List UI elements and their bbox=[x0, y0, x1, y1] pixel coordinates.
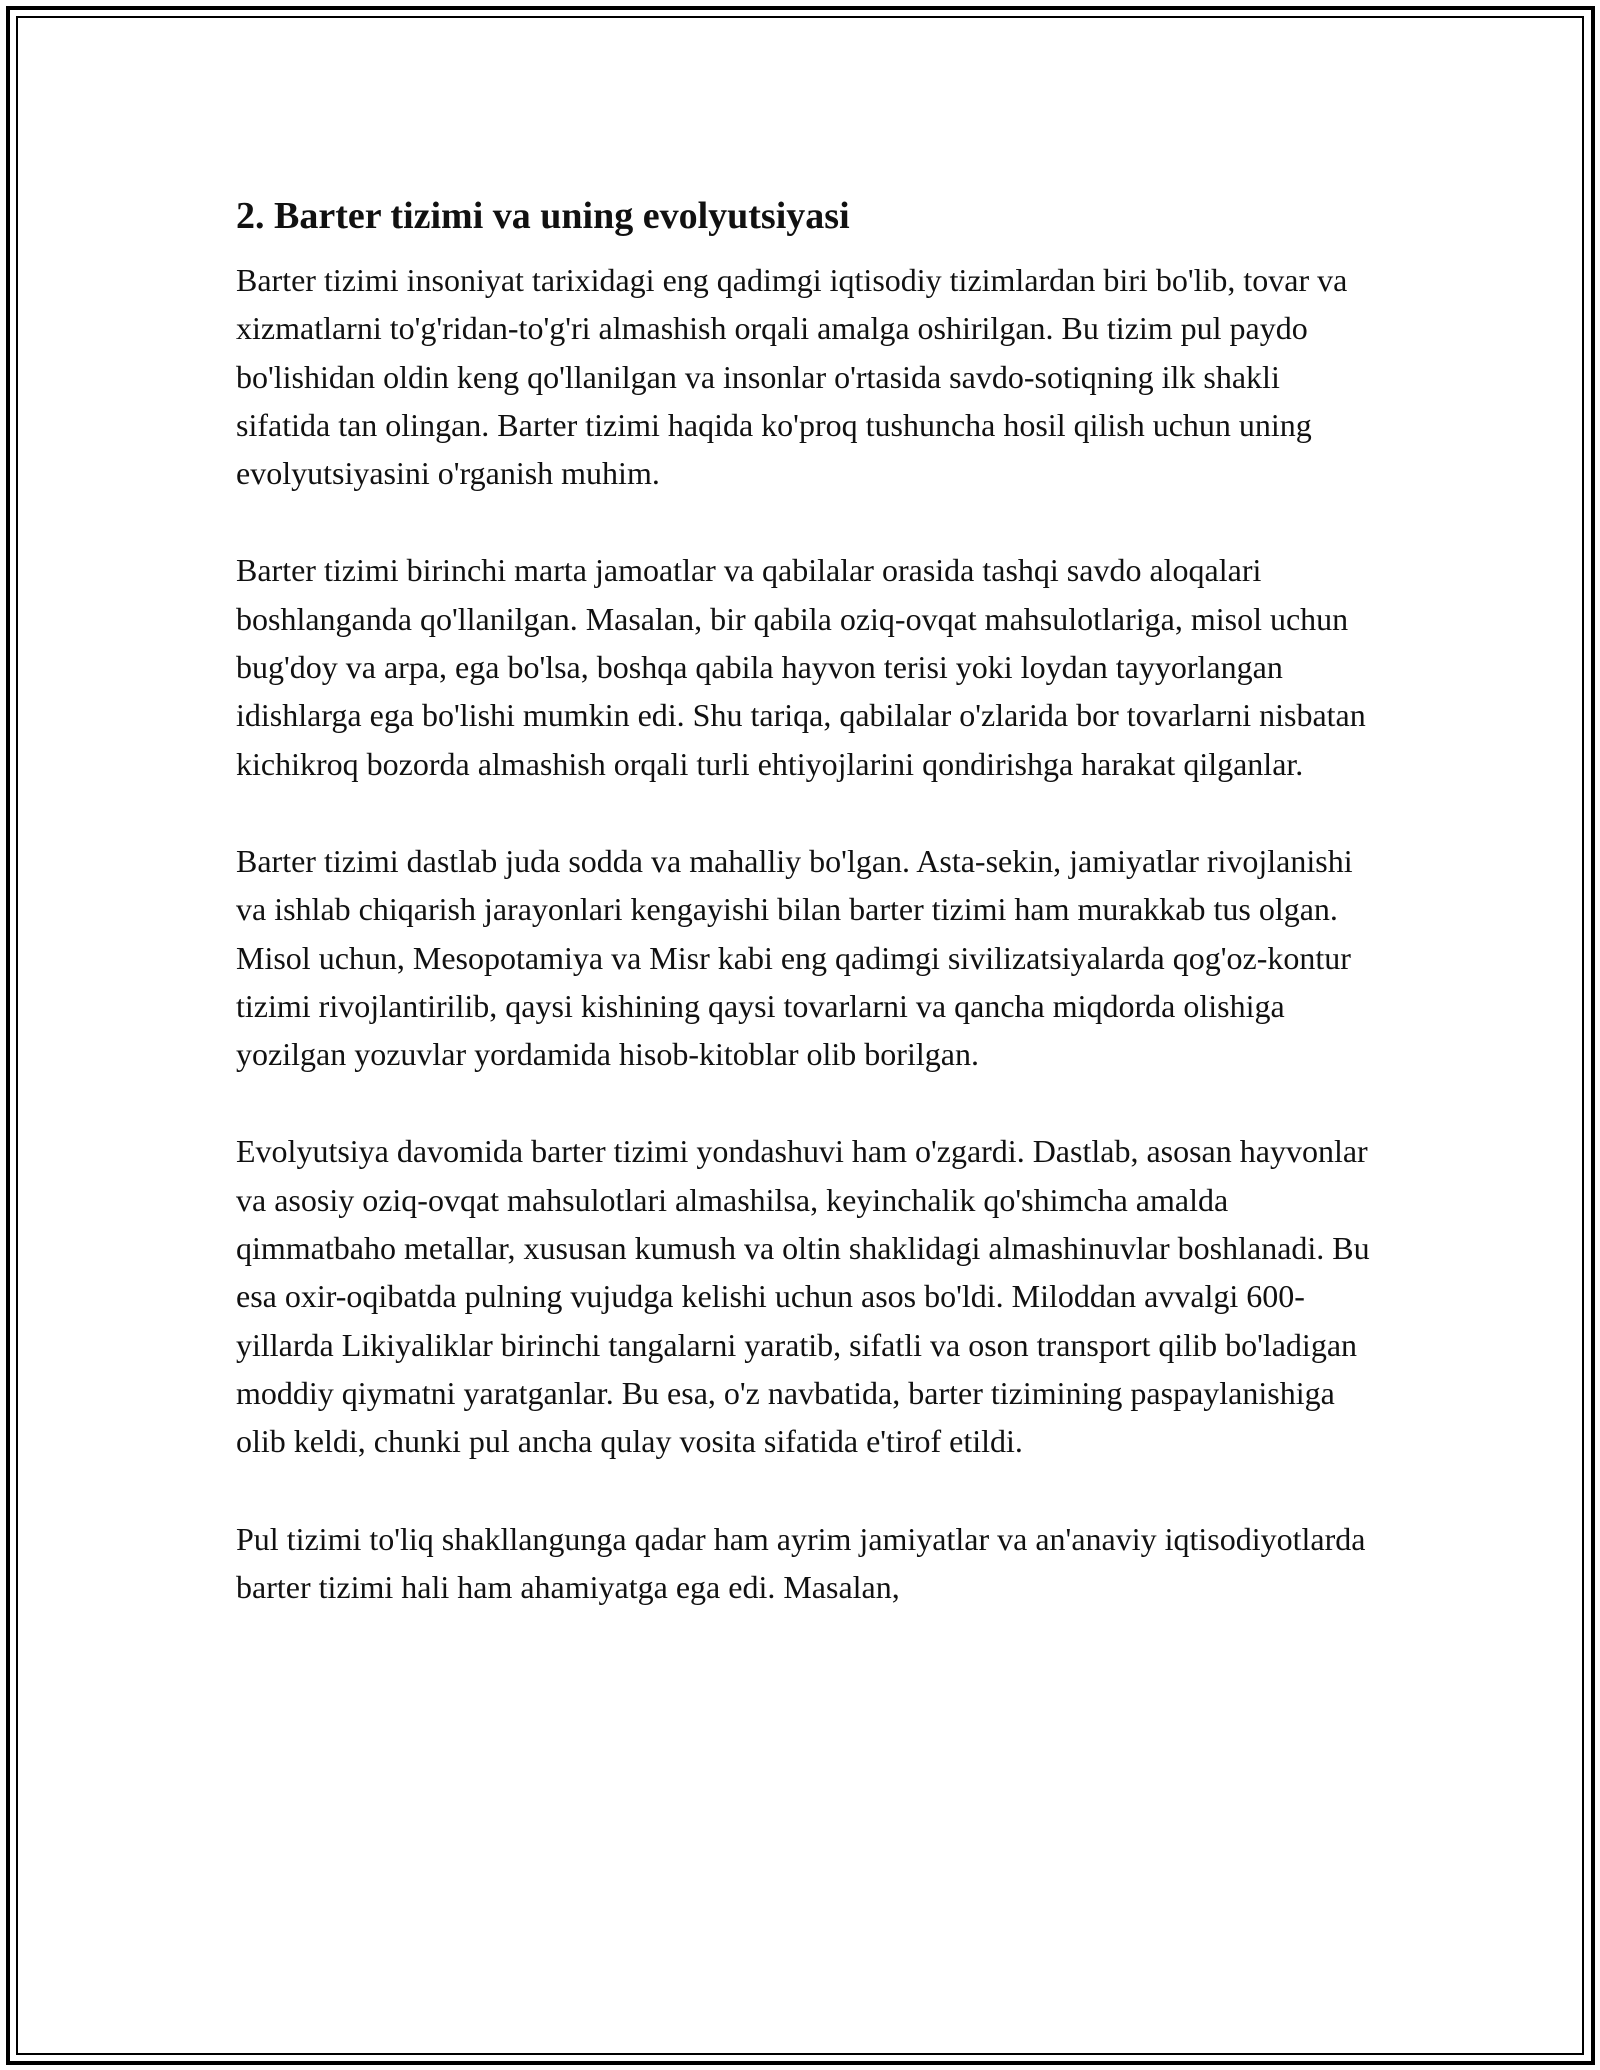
paragraph-1: Barter tizimi insoniyat tarixidagi eng qadimgi iqtisodiy tizimlardan biri bo'lib, tovar va xizmatlarni to'g'ridan-to'g'ri almashish orqali amalga oshirilgan. Bu tizim pul paydo bo'lishidan oldin keng qo'llanilgan va insonlar o'rtasida savdo-sotiqning ilk shakli sifatida tan olingan. Barter tizimi haqida ko'proq tushuncha hosil qilish uchun uning evolyutsiyasini o'rganish muhim. bbox=[236, 262, 1348, 492]
paragraph-2: Barter tizimi birinchi marta jamoatlar va qabilalar orasida tashqi savdo aloqalari boshlanganda qo'llanilgan. Masalan, bir qabila oziq-ovqat mahsulotlariga, misol uchun bug'doy va arpa, ega bo'lsa, boshqa qabila hayvon terisi yoki loydan tayyorlangan idishlarga ega bo'lishi mumkin edi. Shu tariqa, qabilalar o'zlarida bor tovarlarni nisbatan kichikroq bozorda almashish orqali turli ehtiyojlarini qondirishga harakat qilganlar. bbox=[236, 552, 1366, 782]
paragraph-3: Barter tizimi dastlab juda sodda va mahalliy bo'lgan. Asta-sekin, jamiyatlar rivojlanishi va ishlab chiqarish jarayonlari kengayishi bilan barter tizimi ham murakkab tus olgan. Misol uchun, Mesopotamiya va Misr kabi eng qadimgi sivilizatsiyalarda qog'oz-kontur tizimi rivojlantirilib, qaysi kishining qaysi tovarlarni va qancha miqdorda olishiga yozilgan yozuvlar yordamida hisob-kitoblar olib borilgan. bbox=[236, 842, 1353, 1073]
paragraph-4: Evolyutsiya davomida barter tizimi yondashuvi ham o'zgardi. Dastlab, asosan hayvonlar va asosiy oziq-ovqat mahsulotlari almashilsa, keyinchalik qo'shimcha amalda qimmatbaho metallar, xususan kumush va oltin shaklidagi almashinuvlar boshlanadi. Bu esa oxir-oqibatda pulning vujudga kelishi uchun asos bo'ldi. Miloddan avvalgi 600-yillarda Likiyaliklar birinchi tangalarni yaratib, sifatli va oson transport qilib bo'ladigan moddiy qiymatni yaratganlar. Bu esa, o'z navbatida, barter tizimining paspaylanishiga olib keldi, chunki pul ancha qulay vosita sifatida e'tirof etildi. bbox=[236, 1133, 1370, 1460]
document-body bbox=[236, 180, 1376, 1660]
section-heading: 2. Barter tizimi va uning evolyutsiyasi bbox=[236, 195, 850, 237]
paragraph-5: Pul tizimi to'liq shakllangunga qadar ham ayrim jamiyatlar va an'anaviy iqtisodiyotlarda barter tizimi hali ham ahamiyatga ega edi. Masalan, bbox=[236, 1520, 1366, 1605]
